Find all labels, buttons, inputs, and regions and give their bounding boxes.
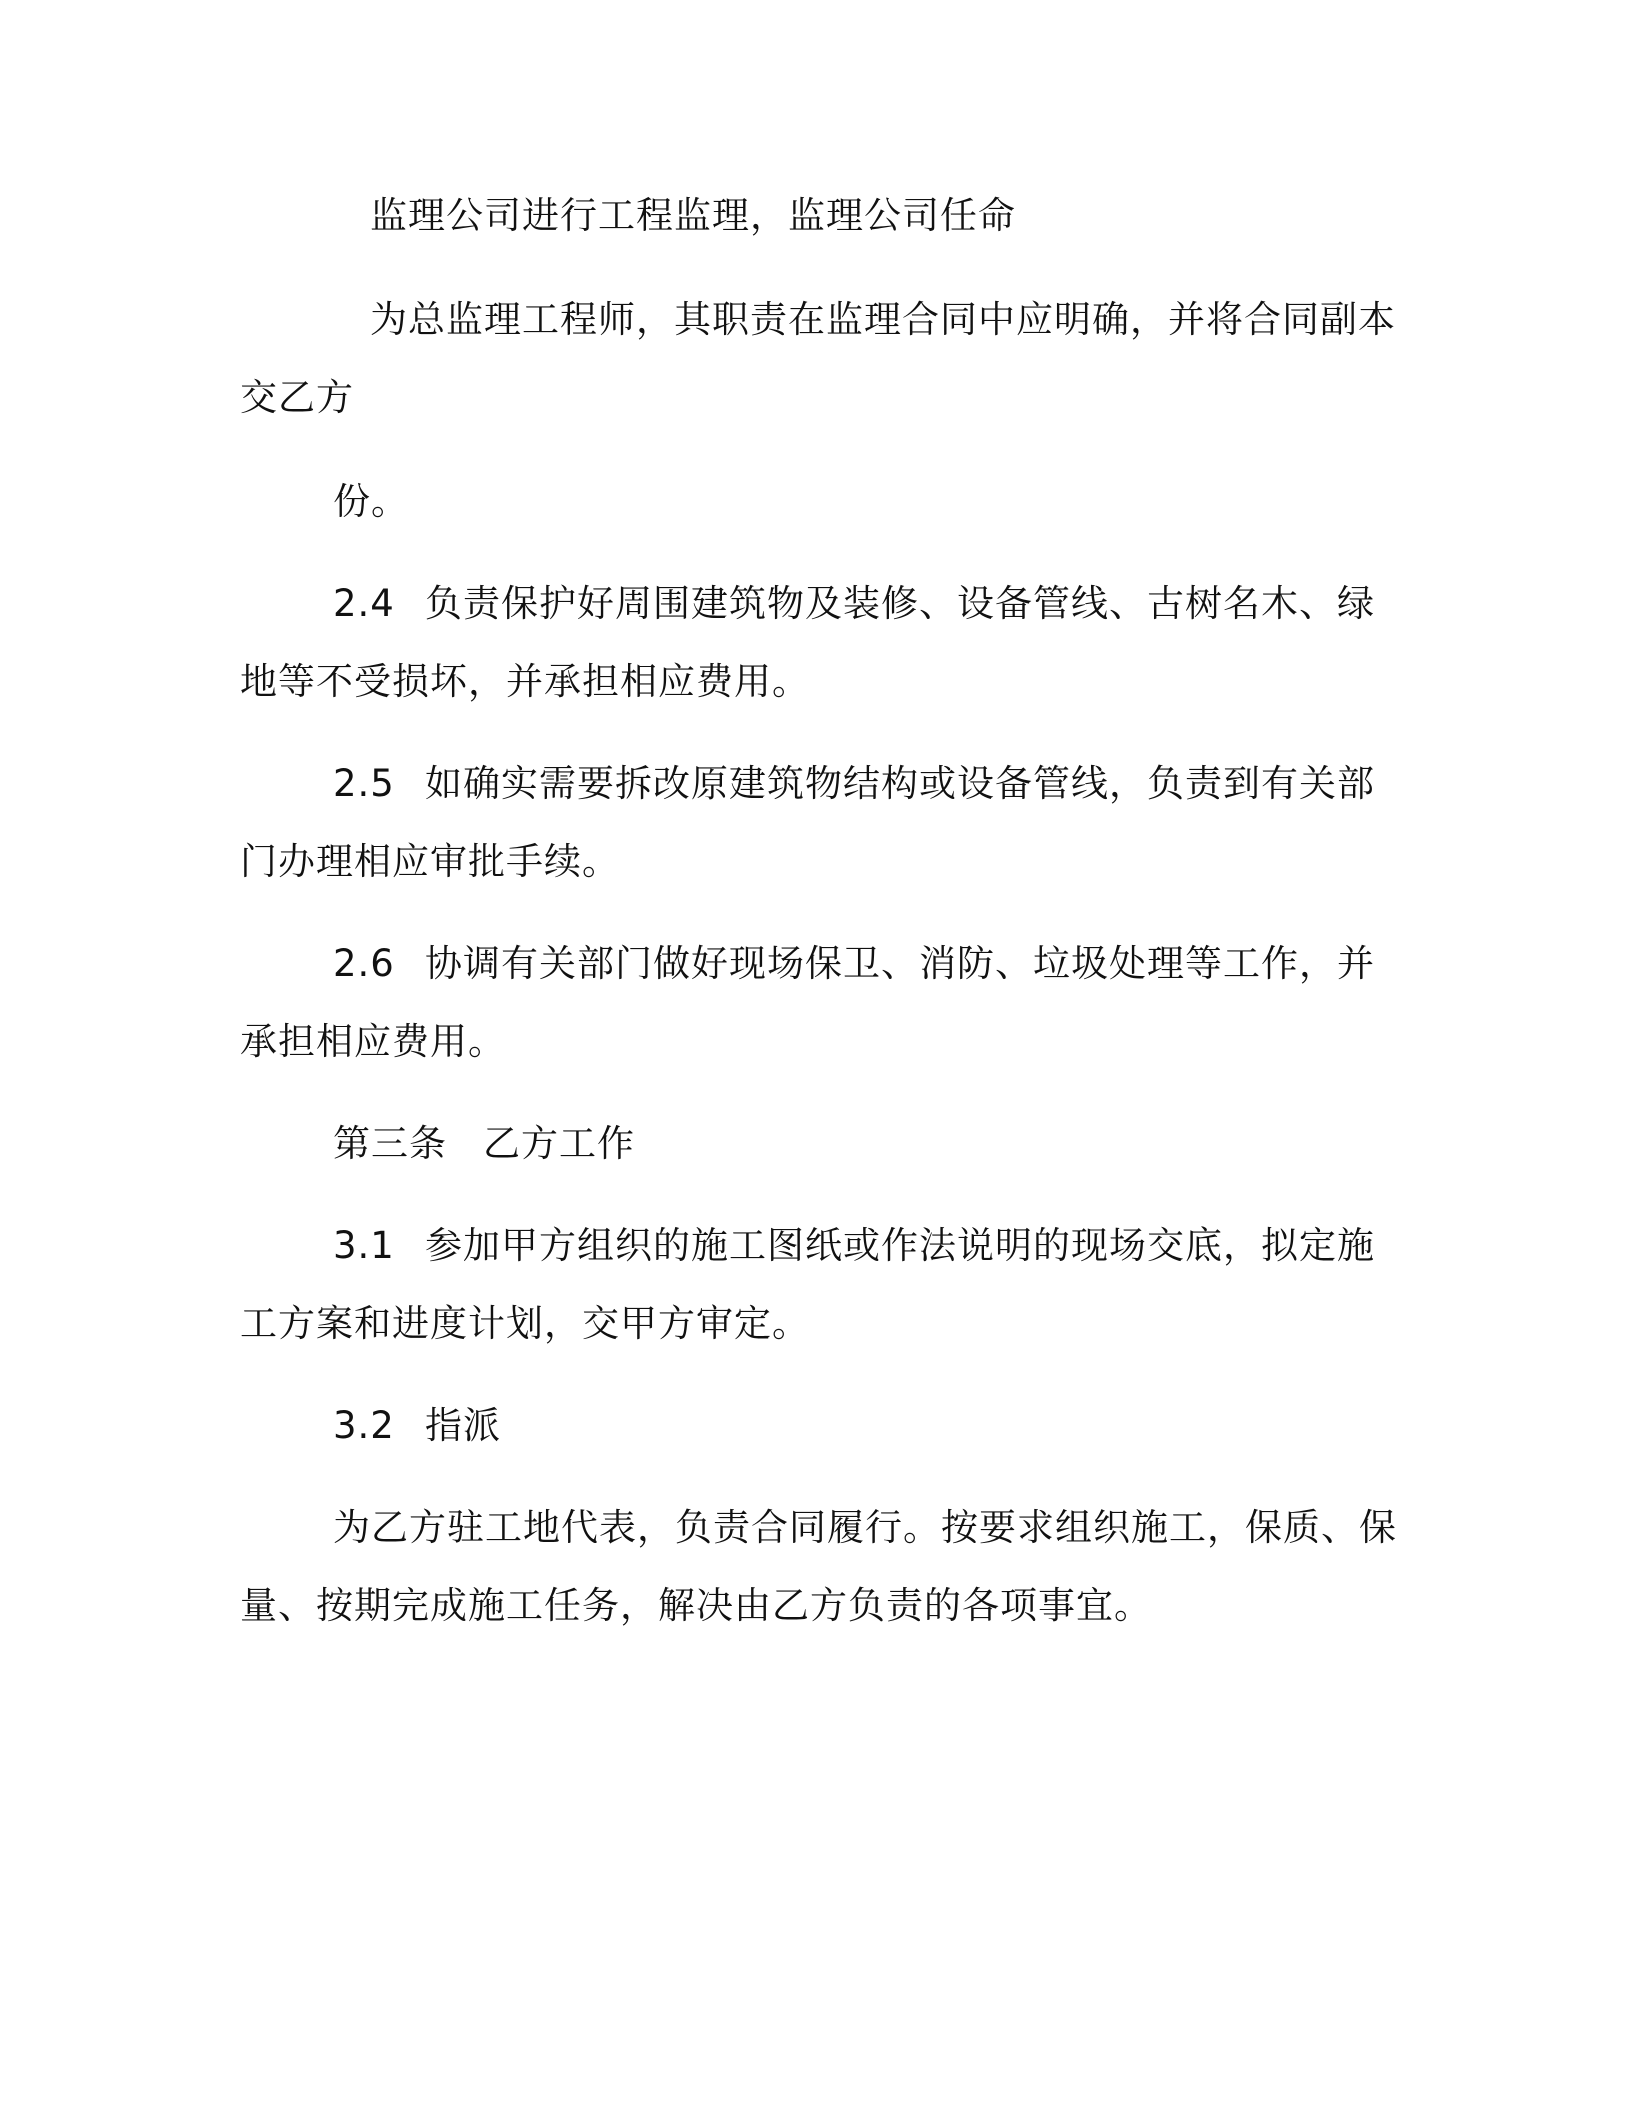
- paragraph-supervision-line1: [370, 192, 1016, 240]
- paragraph-site-representative-line1: [333, 1504, 1397, 1552]
- text: 为乙方驻工地代表，负责合同履行。按要求组织施工，保质、保: [333, 1506, 1397, 1549]
- clause-2-6-line1: [333, 940, 1375, 988]
- paragraph-chief-engineer-line1: [370, 296, 1396, 344]
- clause-2-6-line2: [240, 1018, 506, 1066]
- clause-text: 工方案和进度计划，交甲方审定。: [240, 1302, 810, 1345]
- article-number: 第三条: [333, 1122, 447, 1165]
- text: 为总监理工程师，其职责在监理合同中应明确，并将合同副本: [370, 298, 1396, 341]
- clause-text: 承担相应费用。: [240, 1020, 506, 1063]
- clause-text: 协调有关部门做好现场保卫、消防、垃圾处理等工作，并: [425, 942, 1375, 985]
- clause-2-5-line1: [333, 760, 1375, 808]
- clause-number: 3.2: [333, 1404, 395, 1447]
- paragraph-chief-engineer-line2: [240, 374, 354, 422]
- clause-text: 参加甲方组织的施工图纸或作法说明的现场交底，拟定施: [425, 1224, 1375, 1267]
- clause-3-2-line1: [333, 1402, 501, 1450]
- text: 份。: [333, 480, 409, 523]
- clause-3-1-line2: [240, 1300, 810, 1348]
- clause-2-5-line2: [240, 838, 620, 886]
- clause-text: 指派: [425, 1404, 501, 1447]
- clause-text: 地等不受损坏，并承担相应费用。: [240, 660, 810, 703]
- clause-text: 负责保护好周围建筑物及装修、设备管线、古树名木、绿: [425, 582, 1375, 625]
- paragraph-site-representative-line2: [240, 1582, 1152, 1630]
- clause-number: 2.4: [333, 582, 395, 625]
- clause-number: 2.5: [333, 762, 395, 805]
- clause-2-4-line2: [240, 658, 810, 706]
- clause-text: 门办理相应审批手续。: [240, 840, 620, 883]
- clause-text: 如确实需要拆改原建筑物结构或设备管线，负责到有关部: [425, 762, 1375, 805]
- clause-3-1-line1: [333, 1222, 1375, 1270]
- text: 量、按期完成施工任务，解决由乙方负责的各项事宜。: [240, 1584, 1152, 1627]
- clause-number: 3.1: [333, 1224, 395, 1267]
- paragraph-copies: [333, 478, 409, 526]
- article-title: 乙方工作: [483, 1122, 635, 1165]
- clause-number: 2.6: [333, 942, 395, 985]
- clause-2-4-line1: [333, 580, 1375, 628]
- text: 监理公司进行工程监理，监理公司任命: [370, 194, 1016, 237]
- article-3-heading: [333, 1120, 635, 1168]
- text: 交乙方: [240, 376, 354, 419]
